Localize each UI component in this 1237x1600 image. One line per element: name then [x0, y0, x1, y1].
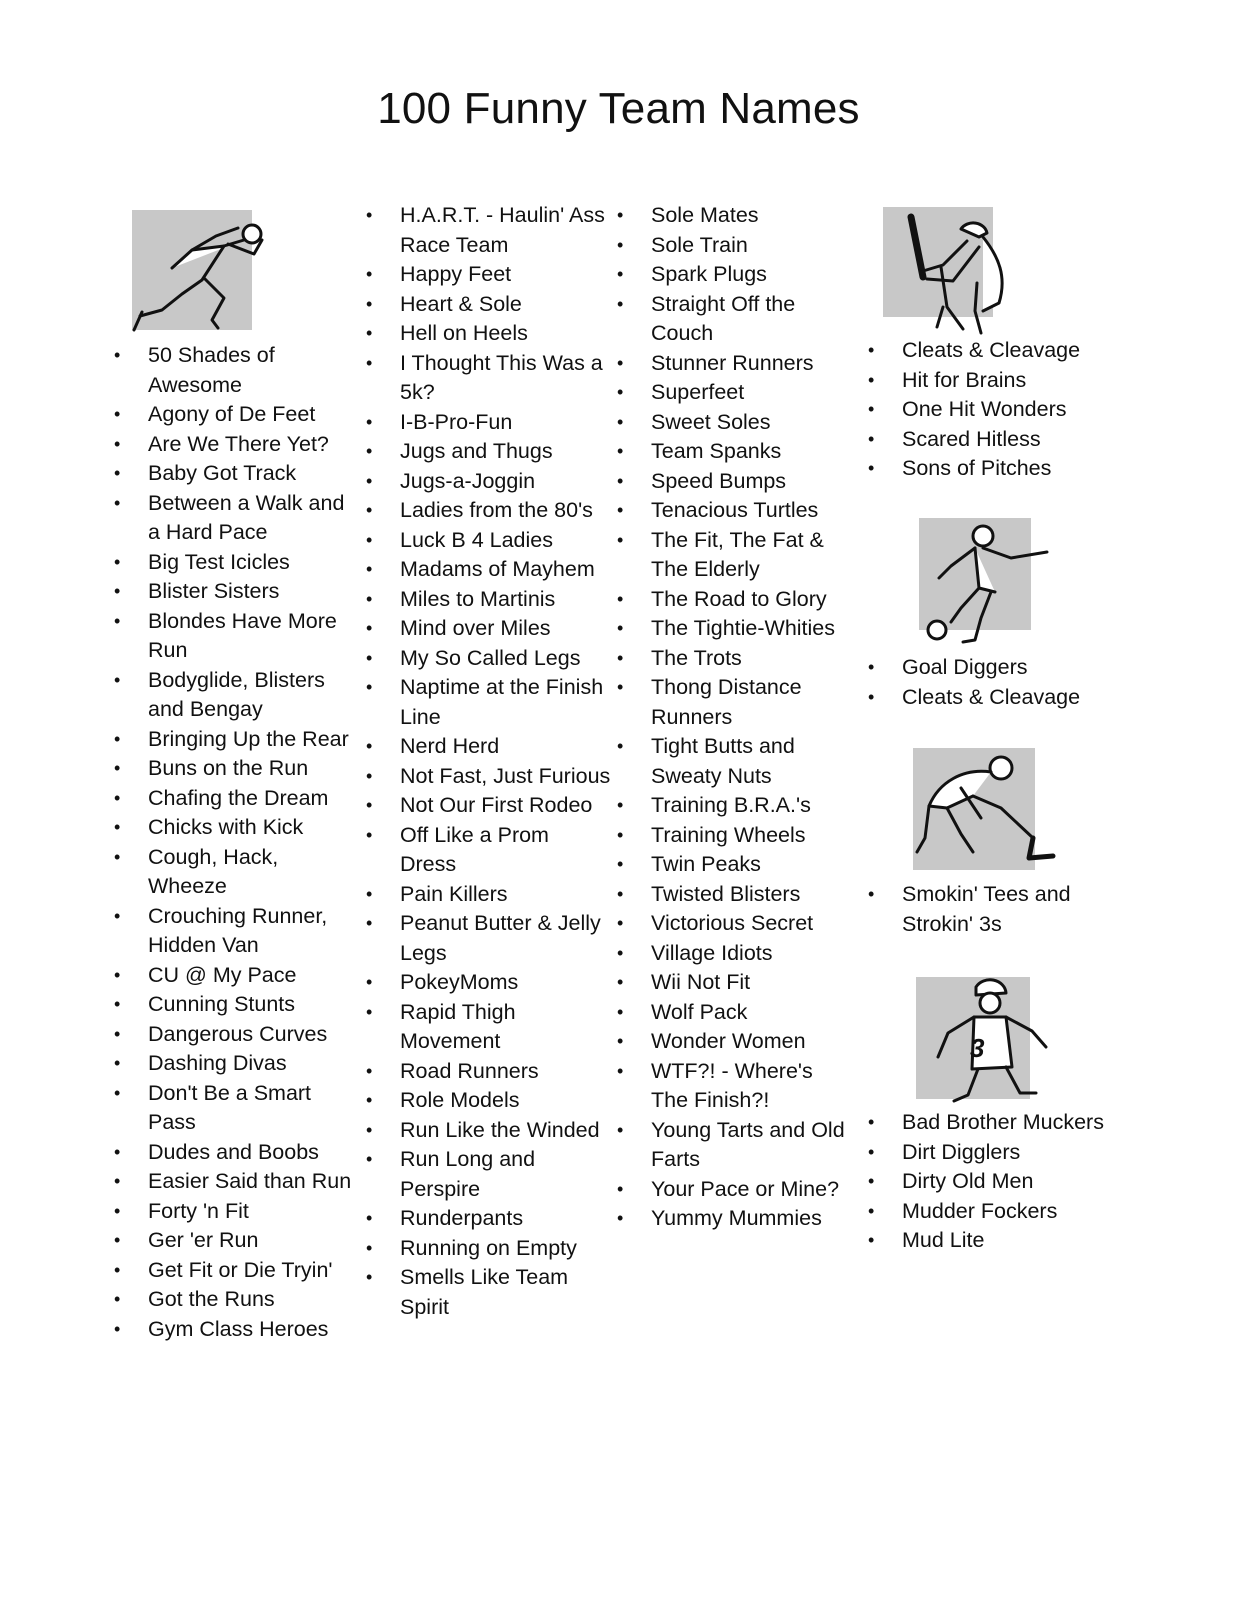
- list-item: • Village Idiots: [617, 939, 852, 969]
- list-item: • I-B-Pro-Fun: [366, 408, 611, 438]
- list-item: • Bad Brother Muckers: [868, 1108, 1108, 1138]
- list-item: • Baby Got Track: [114, 459, 354, 489]
- list-item: • The Road to Glory: [617, 585, 852, 615]
- list-item: • Dudes and Boobs: [114, 1138, 354, 1168]
- hockey-names: [868, 880, 1108, 939]
- list-item: • The Trots: [617, 644, 852, 674]
- list-item: • Luck B 4 Ladies: [366, 526, 611, 556]
- numbered-runner-icon: [916, 977, 1030, 1099]
- field-hockey-player-icon: [913, 748, 1035, 870]
- list-item: • Hell on Heels: [366, 319, 611, 349]
- list-item: • Sole Mates: [617, 201, 852, 231]
- list-item: • Cunning Stunts: [114, 990, 354, 1020]
- list-item: • I Thought This Was a 5k?: [366, 349, 611, 408]
- list-item: • Happy Feet: [366, 260, 611, 290]
- list-item: • Role Models: [366, 1086, 611, 1116]
- list-item: • Not Fast, Just Furious: [366, 762, 611, 792]
- list-item: • Run Long and Perspire: [366, 1145, 611, 1204]
- team-name-list: [114, 341, 354, 1344]
- list-item: • Pain Killers: [366, 880, 611, 910]
- list-item: • Gym Class Heroes: [114, 1315, 354, 1345]
- list-item: • Victorious Secret: [617, 909, 852, 939]
- list-item: • Buns on the Run: [114, 754, 354, 784]
- list-item: • The Tightie-Whities: [617, 614, 852, 644]
- list-item: • Tight Butts and Sweaty Nuts: [617, 732, 852, 791]
- list-item: • Run Like the Winded: [366, 1116, 611, 1146]
- list-item: • Hit for Brains: [868, 366, 1108, 396]
- list-item: • Running on Empty: [366, 1234, 611, 1264]
- team-name-list: [868, 336, 1108, 484]
- list-item: • Smells Like Team Spirit: [366, 1263, 611, 1322]
- list-item: • H.A.R.T. - Haulin' Ass Race Team: [366, 201, 611, 260]
- list-item: • Mind over Miles: [366, 614, 611, 644]
- list-item: • Dirty Old Men: [868, 1167, 1108, 1197]
- team-names-column-1: [114, 341, 354, 1344]
- list-item: • Cleats & Cleavage: [868, 336, 1108, 366]
- list-item: • Nerd Herd: [366, 732, 611, 762]
- baseball-names: [868, 336, 1108, 484]
- list-item: • Peanut Butter & Jelly Legs: [366, 909, 611, 968]
- list-item: • Dirt Digglers: [868, 1138, 1108, 1168]
- list-item: • Ladies from the 80's: [366, 496, 611, 526]
- list-item: • Twin Peaks: [617, 850, 852, 880]
- list-item: • Team Spanks: [617, 437, 852, 467]
- list-item: • Crouching Runner, Hidden Van: [114, 902, 354, 961]
- list-item: • Blondes Have More Run: [114, 607, 354, 666]
- list-item: • My So Called Legs: [366, 644, 611, 674]
- list-item: • Ger 'er Run: [114, 1226, 354, 1256]
- list-item: • Heart & Sole: [366, 290, 611, 320]
- list-item: • Wonder Women: [617, 1027, 852, 1057]
- list-item: • Jugs-a-Joggin: [366, 467, 611, 497]
- racer-number: 3: [970, 1033, 985, 1063]
- list-item: • Don't Be a Smart Pass: [114, 1079, 354, 1138]
- list-item: • Cleats & Cleavage: [868, 683, 1108, 713]
- list-item: • Wii Not Fit: [617, 968, 852, 998]
- list-item: • Sweet Soles: [617, 408, 852, 438]
- page-title: 100 Funny Team Names: [377, 84, 860, 133]
- list-item: • Goal Diggers: [868, 653, 1108, 683]
- mud-run-names: [868, 1108, 1108, 1256]
- list-item: • Training B.R.A.'s: [617, 791, 852, 821]
- team-name-list: [868, 1108, 1108, 1256]
- list-item: • WTF?! - Where's The Finish?!: [617, 1057, 852, 1116]
- list-item: • Smokin' Tees and Strokin' 3s: [868, 880, 1108, 939]
- list-item: • Dangerous Curves: [114, 1020, 354, 1050]
- list-item: • Big Test Icicles: [114, 548, 354, 578]
- list-item: • The Fit, The Fat & The Elderly: [617, 526, 852, 585]
- list-item: • Forty 'n Fit: [114, 1197, 354, 1227]
- team-name-list: [366, 201, 611, 1322]
- team-name-list: [868, 880, 1108, 939]
- soccer-names: [868, 653, 1108, 712]
- list-item: • Wolf Pack: [617, 998, 852, 1028]
- list-item: • Superfeet: [617, 378, 852, 408]
- list-item: • Off Like a Prom Dress: [366, 821, 611, 880]
- list-item: • Blister Sisters: [114, 577, 354, 607]
- list-item: • Mud Lite: [868, 1226, 1108, 1256]
- list-item: • Mudder Fockers: [868, 1197, 1108, 1227]
- list-item: • Madams of Mayhem: [366, 555, 611, 585]
- team-name-list: [868, 653, 1108, 712]
- list-item: • Cough, Hack, Wheeze: [114, 843, 354, 902]
- list-item: • Speed Bumps: [617, 467, 852, 497]
- list-item: • One Hit Wonders: [868, 395, 1108, 425]
- list-item: • Got the Runs: [114, 1285, 354, 1315]
- list-item: • Not Our First Rodeo: [366, 791, 611, 821]
- list-item: • Stunner Runners: [617, 349, 852, 379]
- list-item: • 50 Shades of Awesome: [114, 341, 354, 400]
- list-item: • Bringing Up the Rear: [114, 725, 354, 755]
- list-item: • Yummy Mummies: [617, 1204, 852, 1234]
- sprinter-icon: [132, 210, 252, 330]
- list-item: • Scared Hitless: [868, 425, 1108, 455]
- list-item: • Jugs and Thugs: [366, 437, 611, 467]
- list-item: • Between a Walk and a Hard Pace: [114, 489, 354, 548]
- list-item: • Tenacious Turtles: [617, 496, 852, 526]
- list-item: • Spark Plugs: [617, 260, 852, 290]
- baseball-batter-icon: [883, 207, 993, 317]
- list-item: • Easier Said than Run: [114, 1167, 354, 1197]
- list-item: • Road Runners: [366, 1057, 611, 1087]
- list-item: • CU @ My Pace: [114, 961, 354, 991]
- list-item: • Twisted Blisters: [617, 880, 852, 910]
- list-item: • PokeyMoms: [366, 968, 611, 998]
- list-item: • Training Wheels: [617, 821, 852, 851]
- list-item: • Dashing Divas: [114, 1049, 354, 1079]
- list-item: • Are We There Yet?: [114, 430, 354, 460]
- list-item: • Straight Off the Couch: [617, 290, 852, 349]
- list-item: • Young Tarts and Old Farts: [617, 1116, 852, 1175]
- list-item: • Get Fit or Die Tryin': [114, 1256, 354, 1286]
- list-item: • Runderpants: [366, 1204, 611, 1234]
- list-item: • Chicks with Kick: [114, 813, 354, 843]
- list-item: • Chafing the Dream: [114, 784, 354, 814]
- list-item: • Bodyglide, Blisters and Bengay: [114, 666, 354, 725]
- team-name-list: [617, 201, 852, 1234]
- list-item: • Agony of De Feet: [114, 400, 354, 430]
- list-item: • Sons of Pitches: [868, 454, 1108, 484]
- list-item: • Your Pace or Mine?: [617, 1175, 852, 1205]
- soccer-kicker-icon: [919, 518, 1031, 630]
- team-names-column-3: [617, 201, 852, 1234]
- list-item: • Naptime at the Finish Line: [366, 673, 611, 732]
- team-names-column-2: [366, 201, 611, 1322]
- list-item: • Sole Train: [617, 231, 852, 261]
- list-item: • Miles to Martinis: [366, 585, 611, 615]
- list-item: • Thong Distance Runners: [617, 673, 852, 732]
- list-item: • Rapid Thigh Movement: [366, 998, 611, 1057]
